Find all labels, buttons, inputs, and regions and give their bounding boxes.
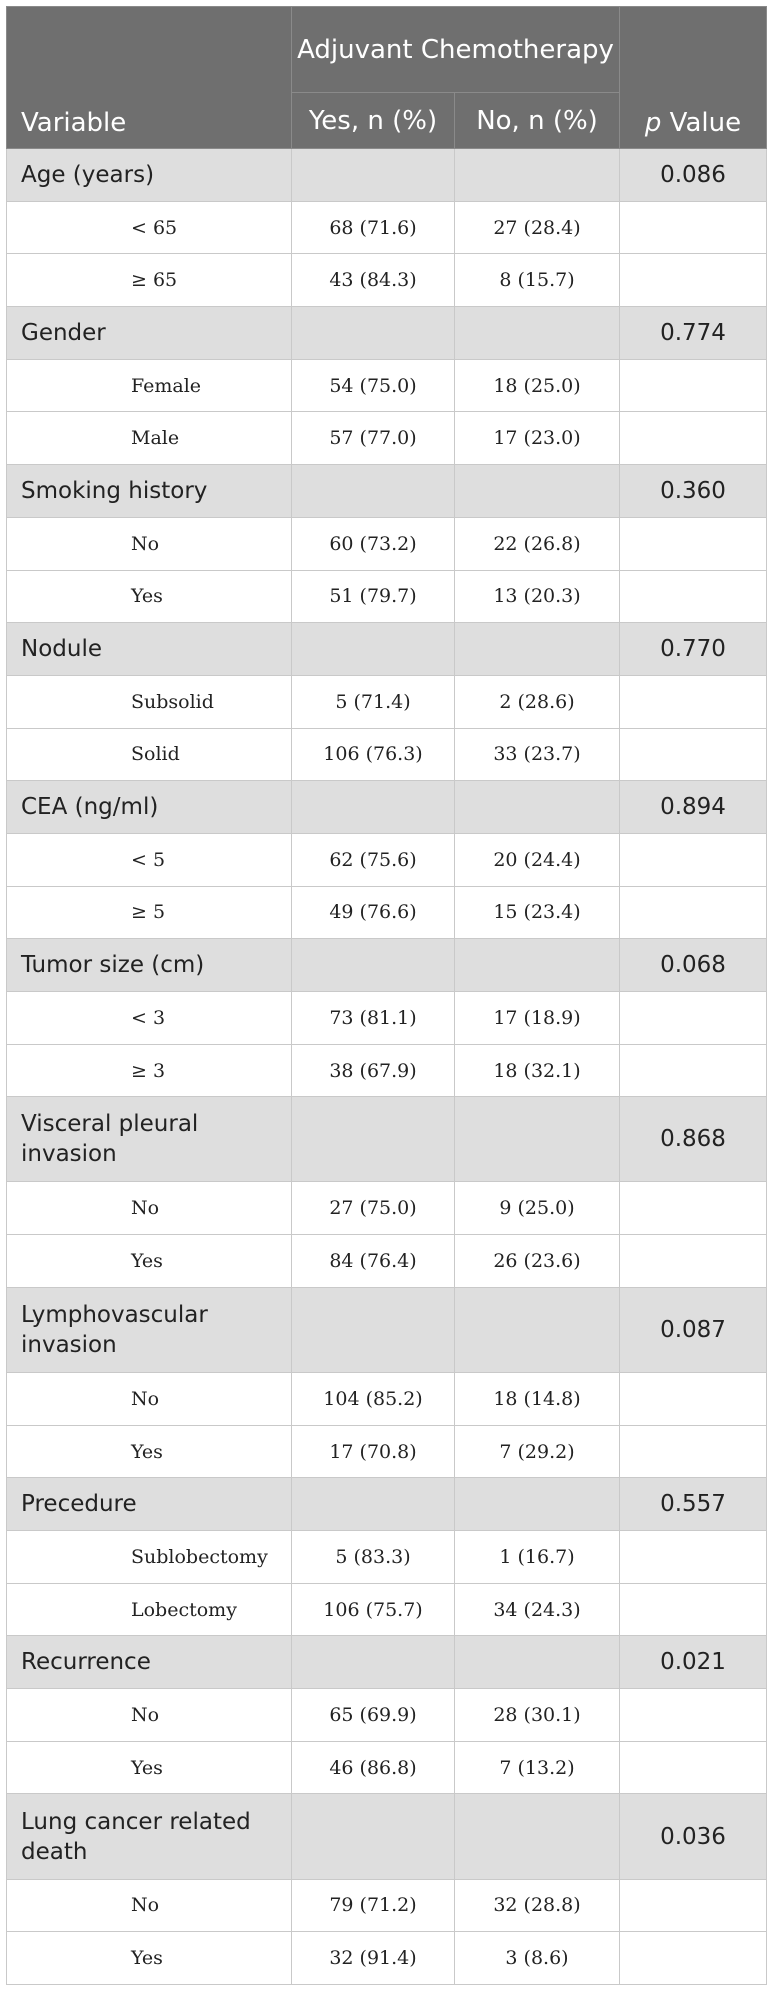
yes-column-header: Yes, n (%) [292, 93, 455, 149]
yes-count-cell: 32 (91.4) [292, 1932, 455, 1985]
subgroup-label: No [7, 1879, 292, 1932]
yes-count-cell: 104 (85.2) [292, 1372, 455, 1425]
table-row [7, 886, 767, 939]
table-header [7, 7, 767, 149]
yes-count-cell: 84 (76.4) [292, 1235, 455, 1288]
category-row [7, 1287, 767, 1372]
table-row [7, 359, 767, 412]
yes-count-cell: 51 (79.7) [292, 570, 455, 623]
empty-p-cell [620, 254, 767, 307]
p-value: 0.770 [620, 623, 767, 676]
table-row [7, 833, 767, 886]
table-row [7, 1425, 767, 1478]
no-count-cell: 7 (29.2) [455, 1425, 620, 1478]
empty-p-cell [620, 570, 767, 623]
no-count-cell: 26 (23.6) [455, 1235, 620, 1288]
empty-p-cell [620, 1689, 767, 1742]
category-yes-cell [292, 781, 455, 834]
no-count-cell: 17 (23.0) [455, 412, 620, 465]
yes-count-cell: 65 (69.9) [292, 1689, 455, 1742]
category-label: Nodule [7, 623, 292, 676]
subgroup-label: Solid [7, 728, 292, 781]
category-yes-cell [292, 623, 455, 676]
table-body [7, 149, 767, 1985]
subgroup-label: Yes [7, 1932, 292, 1985]
empty-p-cell [620, 1583, 767, 1636]
table-row [7, 675, 767, 728]
category-row [7, 1097, 767, 1182]
no-count-cell: 18 (25.0) [455, 359, 620, 412]
no-count-cell: 17 (18.9) [455, 992, 620, 1045]
yes-count-cell: 68 (71.6) [292, 201, 455, 254]
no-count-cell: 28 (30.1) [455, 1689, 620, 1742]
no-count-cell: 8 (15.7) [455, 254, 620, 307]
yes-count-cell: 106 (75.7) [292, 1583, 455, 1636]
p-value: 0.774 [620, 307, 767, 360]
p-value: 0.021 [620, 1636, 767, 1689]
empty-p-cell [620, 201, 767, 254]
table-row [7, 1372, 767, 1425]
no-count-cell: 7 (13.2) [455, 1741, 620, 1794]
no-count-cell: 1 (16.7) [455, 1531, 620, 1584]
no-count-cell: 15 (23.4) [455, 886, 620, 939]
yes-count-cell: 5 (71.4) [292, 675, 455, 728]
category-label: Visceral pleural invasion [7, 1097, 292, 1182]
p-value: 0.868 [620, 1097, 767, 1182]
p-value-header-letter: p [644, 108, 662, 138]
yes-count-cell: 73 (81.1) [292, 992, 455, 1045]
table-row [7, 201, 767, 254]
subgroup-label: Lobectomy [7, 1583, 292, 1636]
subgroup-label: No [7, 517, 292, 570]
no-count-cell: 22 (26.8) [455, 517, 620, 570]
empty-p-cell [620, 1879, 767, 1932]
subgroup-label: < 65 [7, 201, 292, 254]
p-value: 0.557 [620, 1478, 767, 1531]
empty-p-cell [620, 1531, 767, 1584]
table-row [7, 517, 767, 570]
category-no-cell [455, 623, 620, 676]
empty-p-cell [620, 1044, 767, 1097]
empty-p-cell [620, 1182, 767, 1235]
category-no-cell [455, 465, 620, 518]
empty-p-cell [620, 728, 767, 781]
table-row [7, 570, 767, 623]
category-yes-cell [292, 1794, 455, 1879]
category-yes-cell [292, 149, 455, 202]
category-label: Age (years) [7, 149, 292, 202]
empty-p-cell [620, 1425, 767, 1478]
category-yes-cell [292, 1636, 455, 1689]
no-count-cell: 27 (28.4) [455, 201, 620, 254]
yes-count-cell: 79 (71.2) [292, 1879, 455, 1932]
table-row [7, 1182, 767, 1235]
category-label: Lung cancer related death [7, 1794, 292, 1879]
category-no-cell [455, 781, 620, 834]
table-row [7, 1044, 767, 1097]
category-row [7, 1478, 767, 1531]
p-value-header-text: Value [661, 108, 742, 138]
yes-count-cell: 38 (67.9) [292, 1044, 455, 1097]
category-yes-cell [292, 1287, 455, 1372]
p-value: 0.068 [620, 939, 767, 992]
subgroup-label: Sublobectomy [7, 1531, 292, 1584]
p-value-header [620, 7, 767, 149]
subgroup-label: Yes [7, 1425, 292, 1478]
subgroup-label: Yes [7, 1235, 292, 1288]
subgroup-label: < 5 [7, 833, 292, 886]
table-row [7, 992, 767, 1045]
subgroup-label: Male [7, 412, 292, 465]
no-count-cell: 3 (8.6) [455, 1932, 620, 1985]
empty-p-cell [620, 886, 767, 939]
variable-header: Variable [7, 7, 292, 149]
subgroup-label: Yes [7, 1741, 292, 1794]
empty-p-cell [620, 675, 767, 728]
table-row [7, 1583, 767, 1636]
category-no-cell [455, 307, 620, 360]
no-count-cell: 20 (24.4) [455, 833, 620, 886]
no-count-cell: 9 (25.0) [455, 1182, 620, 1235]
no-count-cell: 33 (23.7) [455, 728, 620, 781]
category-label: Gender [7, 307, 292, 360]
category-no-cell [455, 1287, 620, 1372]
empty-p-cell [620, 992, 767, 1045]
category-label: Lymphovascular invasion [7, 1287, 292, 1372]
adjuvant-chemotherapy-header: Adjuvant Chemotherapy [292, 7, 620, 93]
table-row [7, 1879, 767, 1932]
category-label: CEA (ng/ml) [7, 781, 292, 834]
empty-p-cell [620, 359, 767, 412]
subgroup-label: ≥ 3 [7, 1044, 292, 1097]
category-label: Smoking history [7, 465, 292, 518]
yes-count-cell: 57 (77.0) [292, 412, 455, 465]
category-no-cell [455, 1097, 620, 1182]
yes-count-cell: 27 (75.0) [292, 1182, 455, 1235]
category-row [7, 1636, 767, 1689]
no-count-cell: 13 (20.3) [455, 570, 620, 623]
yes-count-cell: 43 (84.3) [292, 254, 455, 307]
empty-p-cell [620, 833, 767, 886]
p-value: 0.894 [620, 781, 767, 834]
yes-count-cell: 49 (76.6) [292, 886, 455, 939]
no-count-cell: 18 (32.1) [455, 1044, 620, 1097]
category-yes-cell [292, 465, 455, 518]
empty-p-cell [620, 1741, 767, 1794]
table-row [7, 1932, 767, 1985]
category-row [7, 939, 767, 992]
category-yes-cell [292, 1478, 455, 1531]
p-value: 0.087 [620, 1287, 767, 1372]
category-yes-cell [292, 939, 455, 992]
no-count-cell: 18 (14.8) [455, 1372, 620, 1425]
category-row [7, 781, 767, 834]
category-yes-cell [292, 307, 455, 360]
yes-count-cell: 62 (75.6) [292, 833, 455, 886]
empty-p-cell [620, 1372, 767, 1425]
p-value: 0.036 [620, 1794, 767, 1879]
category-no-cell [455, 1478, 620, 1531]
no-count-cell: 32 (28.8) [455, 1879, 620, 1932]
no-count-cell: 34 (24.3) [455, 1583, 620, 1636]
subgroup-label: Female [7, 359, 292, 412]
table-row [7, 1235, 767, 1288]
header-row-top [7, 7, 767, 93]
table-row [7, 254, 767, 307]
empty-p-cell [620, 1235, 767, 1288]
yes-count-cell: 60 (73.2) [292, 517, 455, 570]
subgroup-label: No [7, 1372, 292, 1425]
subgroup-label: < 3 [7, 992, 292, 1045]
category-yes-cell [292, 1097, 455, 1182]
table-row [7, 1531, 767, 1584]
category-row [7, 465, 767, 518]
empty-p-cell [620, 1932, 767, 1985]
category-label: Precedure [7, 1478, 292, 1531]
category-label: Recurrence [7, 1636, 292, 1689]
yes-count-cell: 17 (70.8) [292, 1425, 455, 1478]
table-row [7, 1741, 767, 1794]
subgroup-label: ≥ 65 [7, 254, 292, 307]
p-value: 0.086 [620, 149, 767, 202]
category-no-cell [455, 1794, 620, 1879]
yes-count-cell: 5 (83.3) [292, 1531, 455, 1584]
subgroup-label: No [7, 1689, 292, 1742]
no-count-cell: 2 (28.6) [455, 675, 620, 728]
subgroup-label: No [7, 1182, 292, 1235]
category-label: Tumor size (cm) [7, 939, 292, 992]
category-row [7, 1794, 767, 1879]
yes-count-cell: 106 (76.3) [292, 728, 455, 781]
no-column-header: No, n (%) [455, 93, 620, 149]
yes-count-cell: 46 (86.8) [292, 1741, 455, 1794]
empty-p-cell [620, 517, 767, 570]
subgroup-label: Subsolid [7, 675, 292, 728]
p-value: 0.360 [620, 465, 767, 518]
table-row [7, 728, 767, 781]
yes-count-cell: 54 (75.0) [292, 359, 455, 412]
subgroup-label: Yes [7, 570, 292, 623]
table-row [7, 412, 767, 465]
table-row [7, 1689, 767, 1742]
category-row [7, 149, 767, 202]
category-no-cell [455, 1636, 620, 1689]
adjuvant-chemotherapy-table [6, 6, 767, 1985]
category-no-cell [455, 149, 620, 202]
category-row [7, 623, 767, 676]
subgroup-label: ≥ 5 [7, 886, 292, 939]
category-row [7, 307, 767, 360]
category-no-cell [455, 939, 620, 992]
empty-p-cell [620, 412, 767, 465]
